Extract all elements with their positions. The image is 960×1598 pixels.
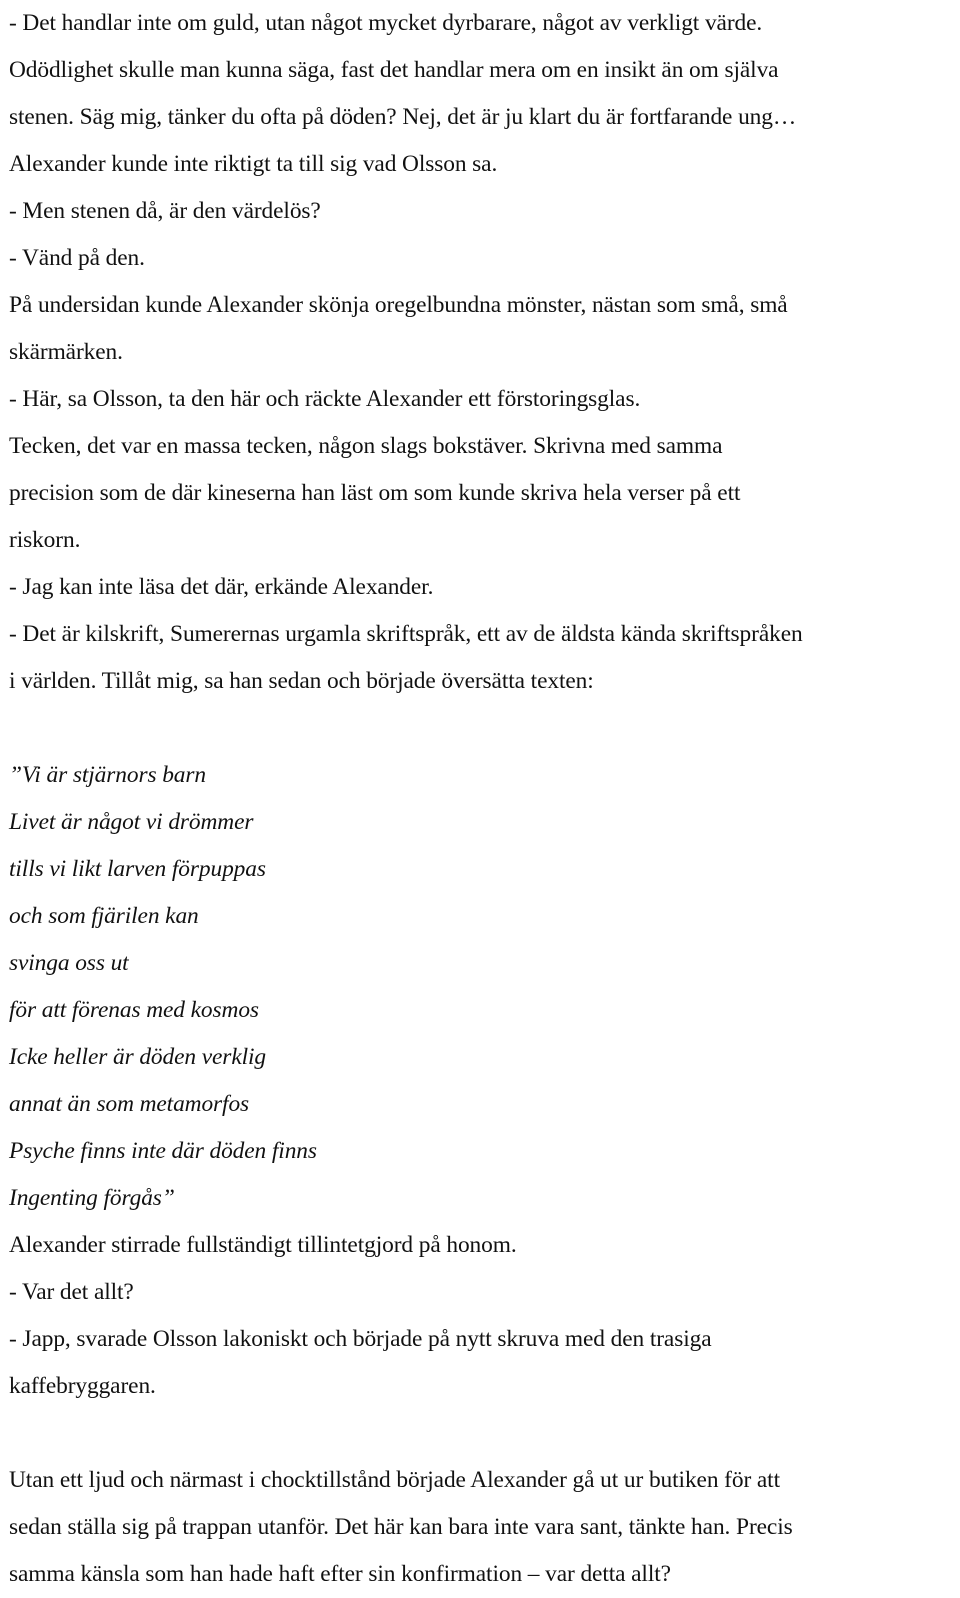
text-line: Alexander stirrade fullständigt tillintetgjord på honom. xyxy=(9,1232,517,1258)
text-line: - Vänd på den. xyxy=(9,245,145,271)
text-line: Odödlighet skulle man kunna säga, fast det handlar mera om en insikt än om själva xyxy=(9,57,779,83)
text-line: precision som de där kineserna han läst om som kunde skriva hela verser på ett xyxy=(9,480,741,506)
text-line: i världen. Tillåt mig, sa han sedan och började översätta texten: xyxy=(9,668,594,694)
text-line: riskorn. xyxy=(9,527,81,553)
text-line: kaffebryggaren. xyxy=(9,1373,156,1399)
poem-line: och som fjärilen kan xyxy=(9,903,199,929)
dialogue-top xyxy=(9,0,954,705)
text-line: Alexander kunde inte riktigt ta till sig vad Olsson sa. xyxy=(9,151,498,177)
text-line: - Jag kan inte läsa det där, erkände Alexander. xyxy=(9,574,434,600)
text-line: - Det handlar inte om guld, utan något mycket dyrbarare, något av verkligt värde. xyxy=(9,10,763,36)
blank-line xyxy=(9,1410,954,1457)
poem-line: ”Vi är stjärnors barn xyxy=(9,762,206,788)
text-line: skärmärken. xyxy=(9,339,123,365)
poem-line: Psyche finns inte där döden finns xyxy=(9,1138,317,1164)
text-line: - Det är kilskrift, Sumerernas urgamla skriftspråk, ett av de äldsta kända skriftspråken xyxy=(9,621,803,647)
text-line: På undersidan kunde Alexander skönja oregelbundna mönster, nästan som små, små xyxy=(9,292,788,318)
dialogue-after-poem xyxy=(9,1222,954,1410)
text-line: - Var det allt? xyxy=(9,1279,134,1305)
poem-line: för att förenas med kosmos xyxy=(9,997,259,1023)
text-line: - Här, sa Olsson, ta den här och räckte Alexander ett förstoringsglas. xyxy=(9,386,641,412)
blank-line xyxy=(9,705,954,752)
final-paragraph xyxy=(9,1457,954,1598)
text-line: Utan ett ljud och närmast i chocktillstånd började Alexander gå ut ur butiken för att xyxy=(9,1467,780,1493)
poem-line: Icke heller är döden verklig xyxy=(9,1044,266,1070)
text-line: sedan ställa sig på trappan utanför. Det här kan bara inte vara sant, tänkte han. Precis xyxy=(9,1514,793,1540)
poem-line: annat än som metamorfos xyxy=(9,1091,250,1117)
text-line: Tecken, det var en massa tecken, någon slags bokstäver. Skrivna med samma xyxy=(9,433,723,459)
text-line: - Men stenen då, är den värdelös? xyxy=(9,198,321,224)
poem xyxy=(9,752,954,1222)
text-line: - Japp, svarade Olsson lakoniskt och började på nytt skruva med den trasiga xyxy=(9,1326,712,1352)
poem-line: svinga oss ut xyxy=(9,950,129,976)
text-line: stenen. Säg mig, tänker du ofta på döden? Nej, det är ju klart du är fortfarande ung… xyxy=(9,104,797,130)
document-page xyxy=(9,0,954,1598)
poem-line: tills vi likt larven förpuppas xyxy=(9,856,266,882)
poem-line: Livet är något vi drömmer xyxy=(9,809,254,835)
text-line: samma känsla som han hade haft efter sin konfirmation – var detta allt? xyxy=(9,1561,671,1587)
poem-line: Ingenting förgås” xyxy=(9,1185,175,1211)
